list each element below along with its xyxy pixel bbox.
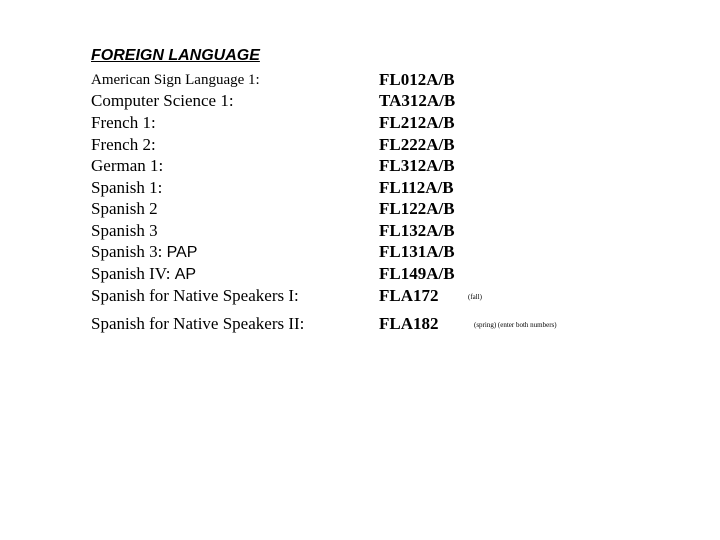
course-code: FL222A/B (379, 135, 455, 154)
course-name: Spanish 2 (91, 199, 158, 218)
course-name: Spanish 3 (91, 221, 158, 240)
course-row (0, 199, 720, 223)
course-row (0, 113, 720, 137)
course-code: FL112A/B (379, 178, 454, 197)
course-row (0, 314, 720, 338)
course-code: FL212A/B (379, 113, 455, 132)
course-row (0, 156, 720, 180)
course-name (91, 264, 196, 285)
course-note: (fall) (468, 293, 482, 301)
course-code: FLA182 (379, 314, 439, 333)
course-code: FL132A/B (379, 221, 455, 240)
course-name: Spanish for Native Speakers I: (91, 286, 299, 305)
course-name: German 1: (91, 156, 164, 175)
course-name-base: Spanish IV: (91, 264, 175, 283)
course-code: FL131A/B (379, 242, 455, 261)
course-level-tag: PAP (166, 244, 198, 261)
course-code: FL312A/B (379, 156, 455, 175)
course-row (0, 264, 720, 288)
course-name: Spanish 1: (91, 178, 163, 197)
course-code: FL149A/B (379, 264, 455, 283)
course-code: FL012A/B (379, 70, 455, 89)
course-row (0, 91, 720, 115)
course-code: TA312A/B (379, 91, 456, 110)
section-heading: FOREIGN LANGUAGE (91, 47, 260, 64)
course-code: FL122A/B (379, 199, 455, 218)
course-name: French 2: (91, 135, 156, 154)
course-name: Computer Science 1: (91, 91, 234, 110)
course-name-base: Spanish 3: (91, 242, 167, 261)
course-name: Spanish for Native Speakers II: (91, 314, 305, 333)
course-level-tag: AP (174, 266, 197, 283)
course-row (0, 286, 720, 310)
course-row (0, 242, 720, 266)
course-code: FLA172 (379, 286, 439, 305)
course-name: American Sign Language 1: (91, 72, 260, 88)
course-note: (spring) (enter both numbers) (474, 321, 557, 329)
course-name: French 1: (91, 113, 156, 132)
course-name (91, 242, 197, 263)
